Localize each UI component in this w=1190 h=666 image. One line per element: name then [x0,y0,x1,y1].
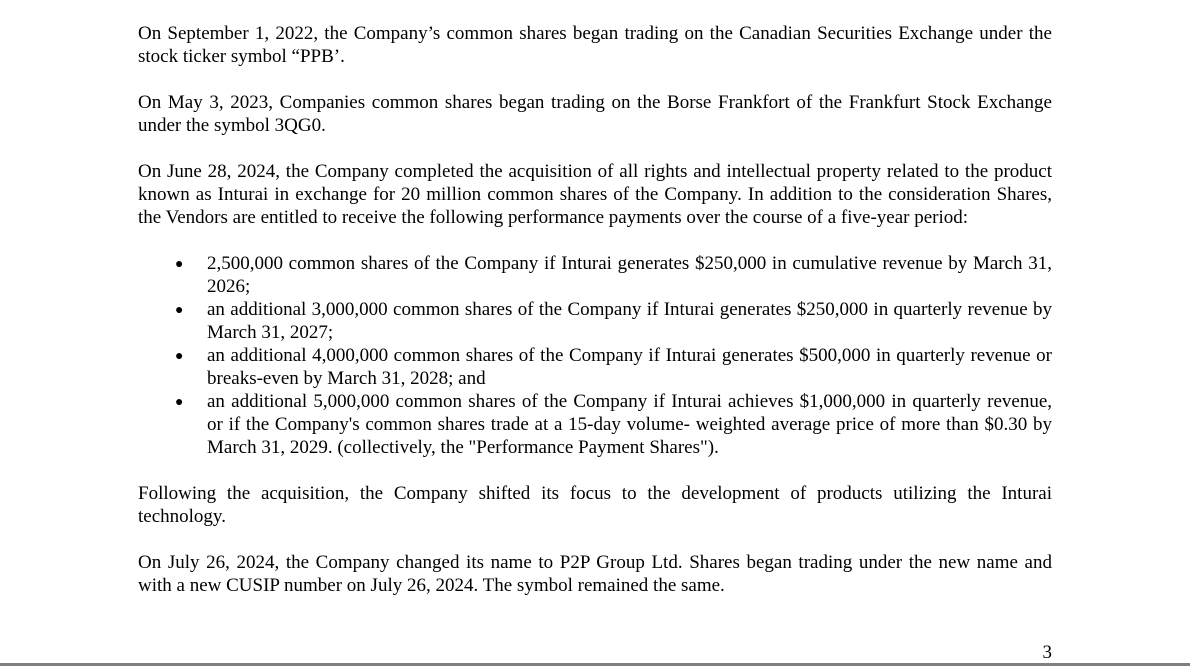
bullet-item [175,390,1052,459]
bullet-icon: ● [175,257,184,272]
paragraph-name-change: On July 26, 2024, the Company changed its name to P2P Group Ltd. Shares began trading under the new name and with a new CUSIP number on July 26, 2024. The symbol remained the same. [138,552,1052,596]
page-footer [138,643,1052,662]
performance-payments-list [138,252,1052,459]
page-content [138,22,1052,620]
bullet-icon: ● [175,349,184,364]
paragraph-listing-frankfurt: On May 3, 2023, Companies common shares began trading on the Borse Frankfort of the Frankfurt Stock Exchange under the symbol 3QG0. [138,92,1052,136]
paragraph-focus-shift: Following the acquisition, the Company shifted its focus to the development of products utilizing the Inturai technology. [138,483,1052,527]
bullet-text: 2,500,000 common shares of the Company if Inturai generates $250,000 in cumulative revenue by March 31, 2026; [207,253,1052,297]
page-number: 3 [1042,642,1052,663]
bullet-item [175,252,1052,298]
bullet-item [175,344,1052,390]
bullet-text: an additional 3,000,000 common shares of the Company if Inturai generates $250,000 in quarterly revenue by March 31, 2027; [207,299,1052,343]
bullet-text: an additional 4,000,000 common shares of the Company if Inturai generates $500,000 in quarterly revenue or breaks-even by March 31, 2028; and [207,345,1052,389]
paragraph-listing-cse: On September 1, 2022, the Company’s common shares began trading on the Canadian Securities Exchange under the stock ticker symbol “PPB’. [138,23,1052,67]
bullet-icon: ● [175,303,184,318]
bullet-item [175,298,1052,344]
bullet-icon: ● [175,395,184,410]
paragraph-inturai-acquisition: On June 28, 2024, the Company completed the acquisition of all rights and intellectual property related to the product known as Inturai in exchange for 20 million common shares of the Company. In addition to the consideration Shares, the Vendors are entitled to receive the following performance payments over the course of a five-year period: [138,161,1052,228]
bullet-text: an additional 5,000,000 common shares of the Company if Inturai achieves $1,000,000 in quarterly revenue, or if the Company's common shares trade at a 15-day volume- weighted average price of more than $0.30 by March 31, 2029. (collectively, the "Performance Payment Shares"). [207,391,1052,458]
